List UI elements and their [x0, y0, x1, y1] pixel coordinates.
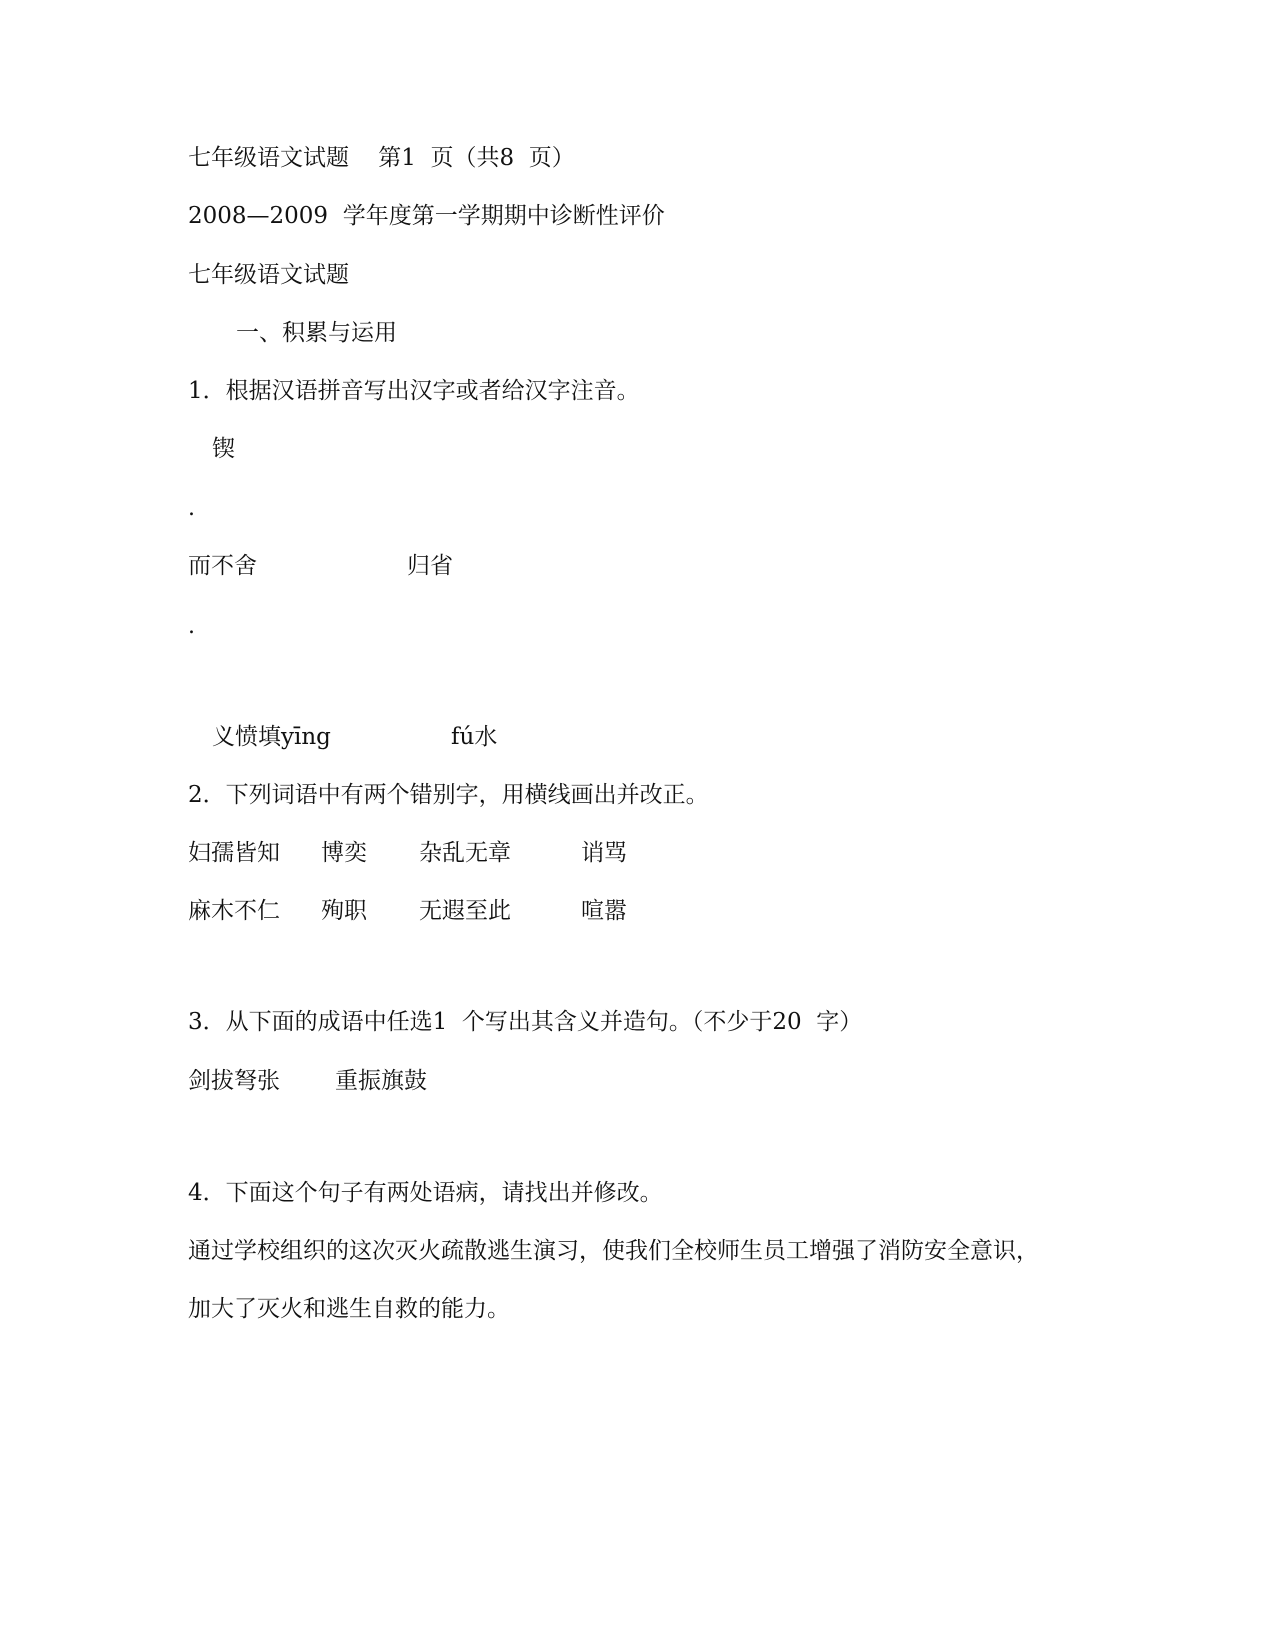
question-2-word-4: 诮骂: [581, 840, 627, 866]
question-4-sentence-line-2: 加大了灭火和逃生自救的能力。: [188, 1296, 510, 1322]
document-subtitle: 七年级语文试题: [188, 262, 349, 288]
page-number: 第1 页（共8 页）: [378, 145, 575, 171]
question-2-word-7: 无遐至此: [419, 898, 511, 924]
question-3-idiom-1: 剑拔弩张: [188, 1068, 280, 1094]
question-3-prompt: 3．从下面的成语中任选1 个写出其含义并造句。（不少于20 字）: [188, 1009, 863, 1035]
page-header: [188, 143, 575, 173]
question-2-word-3: 杂乱无章: [419, 840, 511, 866]
question-1-item-qie: 锲: [212, 436, 235, 462]
question-2-prompt: 2．下列词语中有两个错别字，用横线画出并改正。: [188, 782, 709, 808]
question-2-word-2: 博奕: [321, 840, 367, 866]
section-heading: 一、积累与运用: [236, 320, 397, 346]
question-1-item-er-bu-she: 而不舍: [188, 553, 257, 579]
question-1-item-yi-fen-tian-ying: 义愤填yīng: [212, 724, 331, 750]
question-1-item-gui-xing: 归省: [407, 553, 453, 579]
question-2-word-5: 麻木不仁: [188, 898, 280, 924]
question-1-prompt: 1．根据汉语拼音写出汉字或者给汉字注音。: [188, 378, 640, 404]
question-2-word-1: 妇孺皆知: [188, 840, 280, 866]
document-title: 2008—2009 学年度第一学期期中诊断性评价: [188, 203, 665, 229]
question-1-item-fu-shui: fú水: [451, 724, 498, 750]
question-3-idiom-2: 重振旗鼓: [335, 1068, 427, 1094]
question-4-sentence-line-1: 通过学校组织的这次灭火疏散逃生演习，使我们全校师生员工增强了消防安全意识，: [188, 1238, 1039, 1264]
question-4-prompt: 4．下面这个句子有两处语病，请找出并修改。: [188, 1180, 663, 1206]
question-2-word-8: 喧嚣: [581, 898, 627, 924]
emphasis-dot: .: [188, 614, 195, 639]
emphasis-dot: .: [188, 496, 195, 521]
page-header-label: 七年级语文试题: [188, 145, 349, 171]
question-2-word-6: 殉职: [321, 898, 367, 924]
